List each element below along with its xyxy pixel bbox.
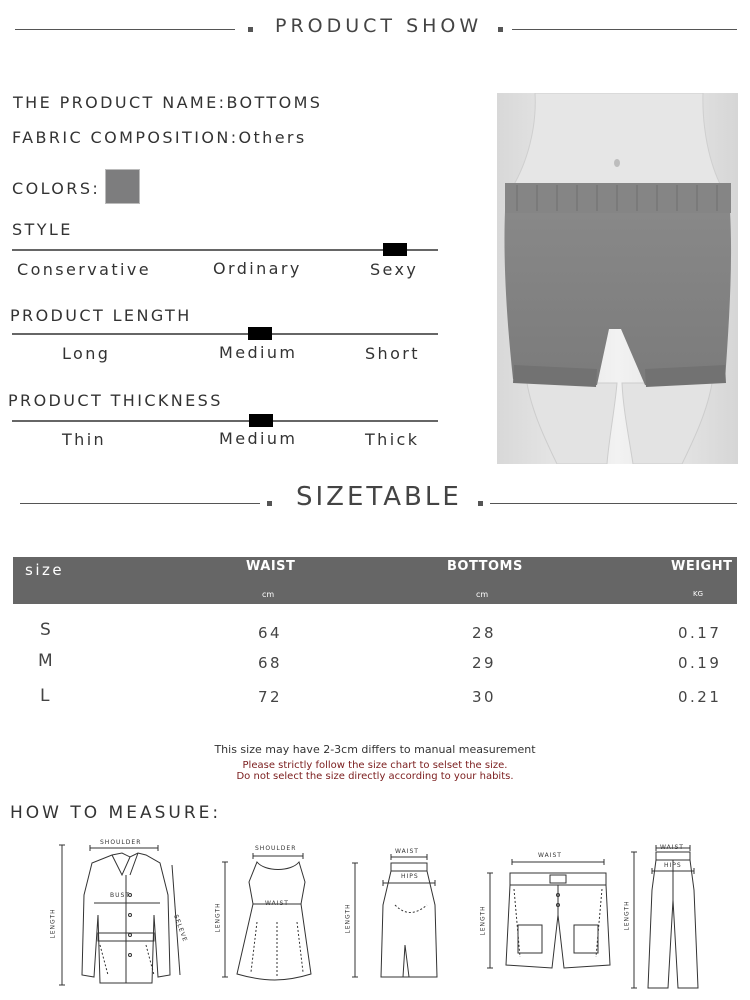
label-shoulder: SHOULDER (100, 839, 142, 846)
weight-cell: 0.21 (678, 688, 722, 706)
divider-right (512, 29, 737, 30)
thickness-scale-line (12, 420, 438, 422)
jacket-diagram (50, 835, 200, 995)
size-cell: S (40, 620, 54, 640)
product-photo (497, 93, 738, 464)
dress-diagram (215, 842, 315, 992)
label-hips: HIPS (664, 862, 682, 869)
label-waist: WAIST (265, 900, 289, 907)
length-option-short[interactable]: Short (365, 344, 420, 363)
note-measurement: This size may have 2-3cm differs to manual measurement (214, 743, 536, 756)
style-marker[interactable] (383, 243, 407, 256)
thickness-option-thick[interactable]: Thick (365, 430, 420, 449)
divider-left (15, 29, 235, 30)
col-weight: WEIGHT (671, 559, 733, 574)
col-bottoms: BOTTOMS (447, 559, 523, 574)
size-cell: L (40, 686, 52, 706)
length-title: PRODUCT LENGTH (10, 306, 192, 325)
colors-label: COLORS: (12, 179, 101, 198)
label-length: LENGTH (344, 903, 352, 934)
label-length: LENGTH (623, 900, 631, 931)
bottoms-cell: 29 (472, 654, 497, 672)
style-option-sexy[interactable]: Sexy (370, 260, 419, 279)
divider-dot (478, 501, 483, 506)
style-scale-line (12, 249, 438, 251)
dress-icon (215, 842, 315, 992)
unit-weight: KG (693, 590, 704, 598)
divider-dot (267, 501, 272, 506)
pants-diagram (622, 840, 712, 995)
label-length: LENGTH (49, 908, 57, 939)
label-waist: WAIST (395, 848, 419, 855)
label-sleeve: SELEVE (172, 913, 189, 944)
length-marker[interactable] (248, 327, 272, 340)
style-option-ordinary[interactable]: Ordinary (213, 259, 302, 278)
label-hips: HIPS (401, 873, 419, 880)
waist-cell: 72 (258, 688, 283, 706)
product-name: THE PRODUCT NAME:BOTTOMS (13, 93, 323, 112)
note-warning-2: Do not select the size directly according to your habits. (236, 771, 514, 782)
bottoms-cell: 30 (472, 688, 497, 706)
divider-dot (248, 27, 253, 32)
unit-bottoms: cm (476, 590, 489, 599)
length-option-long[interactable]: Long (62, 344, 111, 363)
divider-left (20, 503, 260, 504)
note-warning-1: Please strictly follow the size chart to selset the size. (242, 760, 508, 771)
thickness-option-medium[interactable]: Medium (219, 429, 298, 448)
unit-waist: cm (262, 590, 275, 599)
size-table-header (13, 557, 737, 604)
length-scale-line (12, 333, 438, 335)
col-waist: WAIST (246, 559, 296, 574)
shorts-photo-icon (497, 93, 738, 464)
bottoms-cell: 28 (472, 624, 497, 642)
color-swatch[interactable] (105, 169, 140, 204)
shorts-diagram (478, 845, 628, 975)
product-show-heading: PRODUCT SHOW (275, 15, 483, 37)
label-length: LENGTH (479, 905, 487, 936)
shorts-icon (478, 845, 628, 975)
thickness-title: PRODUCT THICKNESS (8, 391, 223, 410)
style-title: STYLE (12, 220, 73, 239)
label-waist: WAIST (660, 844, 684, 851)
how-to-measure-heading: HOW TO MEASURE: (10, 803, 222, 823)
waist-cell: 68 (258, 654, 283, 672)
label-bust: BUST (110, 892, 130, 899)
style-option-conservative[interactable]: Conservative (17, 260, 151, 279)
thickness-option-thin[interactable]: Thin (62, 430, 107, 449)
weight-cell: 0.17 (678, 624, 722, 642)
label-shoulder: SHOULDER (255, 845, 297, 852)
length-option-medium[interactable]: Medium (219, 343, 298, 362)
sizetable-heading: SIZETABLE (296, 482, 462, 512)
weight-cell: 0.19 (678, 654, 722, 672)
divider-dot (498, 27, 503, 32)
divider-right (490, 503, 737, 504)
fabric-composition: FABRIC COMPOSITION:Others (12, 128, 307, 147)
label-length: LENGTH (214, 902, 222, 933)
waist-cell: 64 (258, 624, 283, 642)
skirt-icon (345, 845, 445, 993)
thickness-marker[interactable] (249, 414, 273, 427)
skirt-diagram (345, 845, 445, 993)
label-waist: WAIST (538, 852, 562, 859)
col-size: size (25, 561, 65, 579)
size-cell: M (38, 651, 56, 671)
